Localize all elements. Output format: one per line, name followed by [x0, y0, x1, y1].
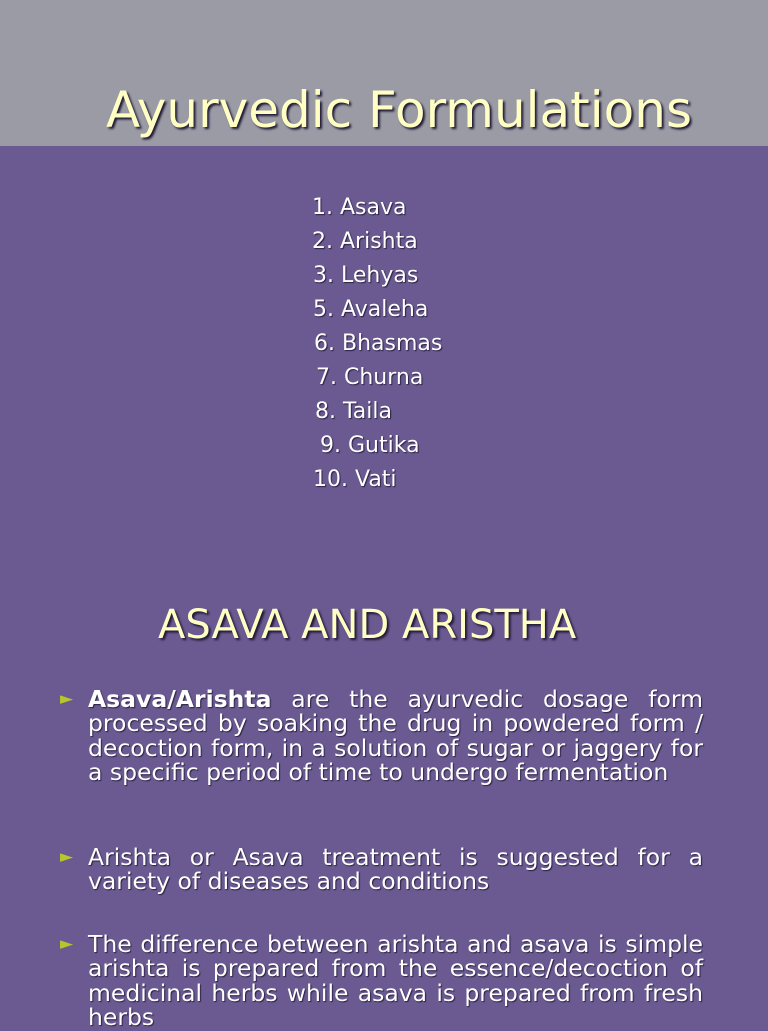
- list-item: 8. Taila: [315, 399, 392, 424]
- list-item: 9. Gutika: [320, 433, 420, 458]
- list-item: 1. Asava: [312, 195, 407, 220]
- bullet-arrow-icon: ►: [60, 847, 74, 867]
- bullet-text: [88, 687, 703, 785]
- list-item: 2. Arishta: [312, 229, 418, 254]
- slide-title: Ayurvedic Formulations: [106, 81, 693, 139]
- list-item: 10. Vati: [313, 467, 397, 492]
- bullet-item: [60, 932, 703, 1030]
- bullet-text: [88, 932, 703, 1030]
- bullet-text: [88, 845, 703, 894]
- bullet-bold-term: Asava/Arishta: [88, 685, 272, 713]
- list-item: 3. Lehyas: [313, 263, 419, 288]
- list-item: 7. Churna: [316, 365, 424, 390]
- section-heading: ASAVA AND ARISTHA: [158, 602, 577, 648]
- list-item: 5. Avaleha: [313, 297, 429, 322]
- list-item: 6. Bhasmas: [314, 331, 443, 356]
- bullet-body: Arishta or Asava treatment is suggested for a variety of diseases and conditions: [88, 843, 703, 896]
- bullet-arrow-icon: ►: [60, 689, 74, 709]
- bullet-arrow-icon: ►: [60, 934, 74, 954]
- bullet-body: The difference between arishta and asava is simple arishta is prepared from the essence/decoction of medicinal herbs while asava is prepared from fresh herbs: [88, 930, 703, 1031]
- bullet-item: [60, 687, 703, 785]
- bullet-item: [60, 845, 703, 894]
- bullet-body: are the ayurvedic dosage form processed by soaking the drug in powdered form / decoction form, in a solution of sugar or jaggery for a specific period of time to undergo fermentation: [88, 685, 703, 787]
